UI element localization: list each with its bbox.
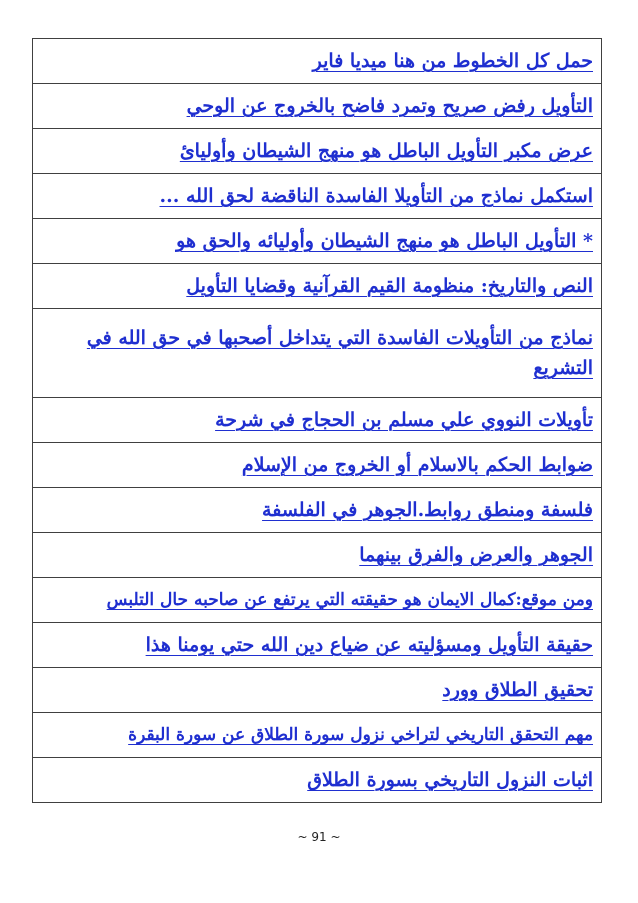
table-row — [33, 174, 602, 219]
table-row — [33, 668, 602, 713]
link-perfect-faith[interactable]: ومن موقع:كمال الايمان هو حقيقته التي يرتفع عن صاحبه حال التلبس — [33, 578, 602, 623]
link-download-fonts[interactable]: حمل كل الخطوط من هنا ميديا فاير — [33, 39, 602, 84]
table-row — [33, 264, 602, 309]
link-tawil-responsibility[interactable]: حقيقة التأويل ومسؤليته عن ضياع دين الله حتي يومنا هذا — [33, 623, 602, 668]
link-corrupt-examples[interactable]: نماذج من التأويلات الفاسدة التي يتداخل أصحبها في حق الله في التشريع — [33, 309, 602, 398]
link-text-and-history[interactable]: النص والتاريخ: منظومة القيم القرآنية وقضايا التأويل — [33, 264, 602, 309]
table-row — [33, 398, 602, 443]
link-false-tawil[interactable]: * التأويل الباطل هو منهج الشيطان وأوليائه والحق هو — [33, 219, 602, 264]
table-row — [33, 578, 602, 623]
table-row — [33, 488, 602, 533]
table-row — [33, 713, 602, 758]
link-continue-examples[interactable]: استكمل نماذج من التأويلا الفاسدة الناقضة لحق الله ... — [33, 174, 602, 219]
link-philosophy-logic[interactable]: فلسفة ومنطق روابط.الجوهر في الفلسفة — [33, 488, 602, 533]
link-ruling-criteria[interactable]: ضوابط الحكم بالاسلام أو الخروج من الإسلام — [33, 443, 602, 488]
table-row — [33, 758, 602, 803]
link-nawawi-tawil[interactable]: تأويلات النووي علي مسلم بن الحجاج في شرحة — [33, 398, 602, 443]
table-row — [33, 533, 602, 578]
links-table — [32, 38, 602, 803]
table-row — [33, 219, 602, 264]
link-historical-proof[interactable]: اثبات النزول التاريخي بسورة الطلاق — [33, 758, 602, 803]
link-historical-verification[interactable]: مهم التحقق التاريخي لتراخي نزول سورة الطلاق عن سورة البقرة — [33, 713, 602, 758]
link-divorce-investigation[interactable]: تحقيق الطلاق وورد — [33, 668, 602, 713]
table-row — [33, 309, 602, 398]
page-number: ~ 91 ~ — [297, 830, 341, 844]
link-essence-accident[interactable]: الجوهر والعرض والفرق بينهما — [33, 533, 602, 578]
table-row — [33, 84, 602, 129]
link-tawil-rejection[interactable]: التأويل رفض صريح وتمرد فاضح بالخروج عن الوحي — [33, 84, 602, 129]
table-row — [33, 129, 602, 174]
table-row — [33, 443, 602, 488]
table-row — [33, 623, 602, 668]
table-row — [33, 39, 602, 84]
link-enlarged-view[interactable]: عرض مكبر التأويل الباطل هو منهج الشيطان وأوليائ — [33, 129, 602, 174]
